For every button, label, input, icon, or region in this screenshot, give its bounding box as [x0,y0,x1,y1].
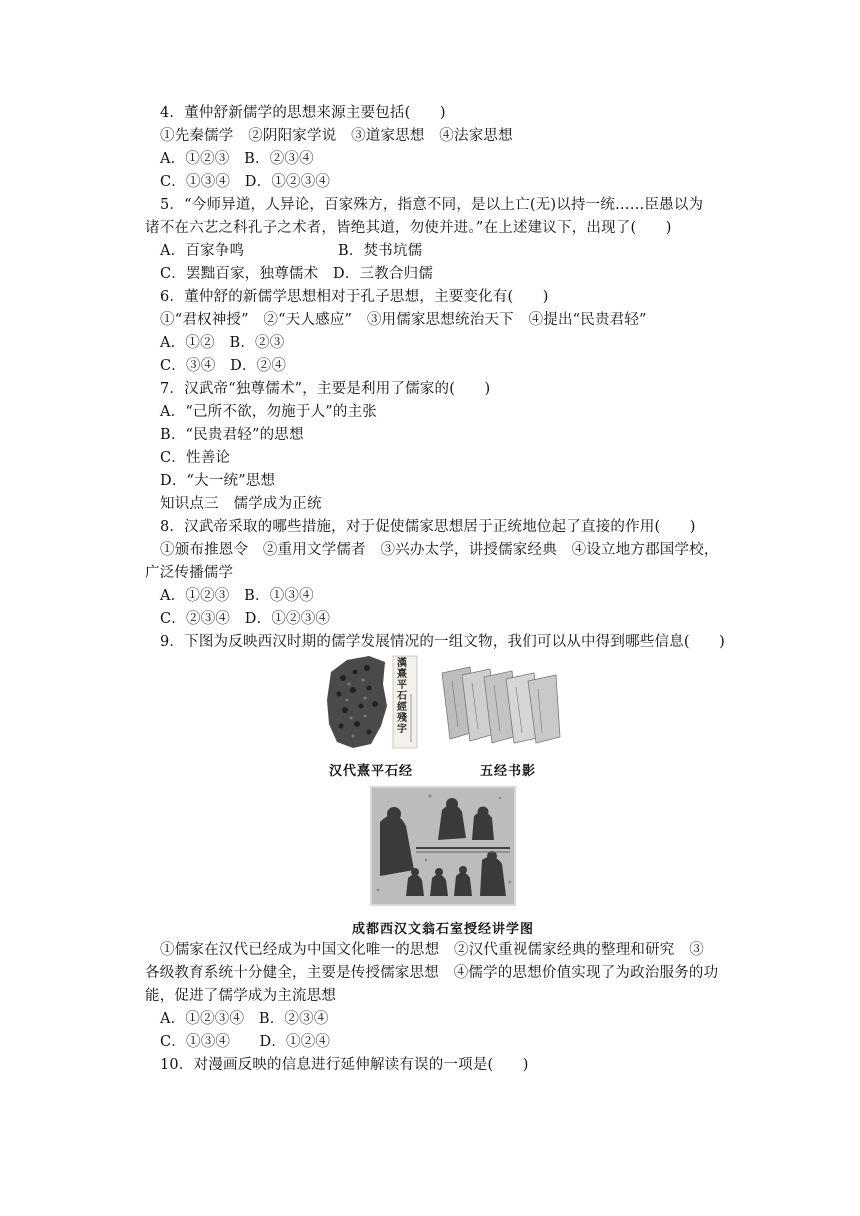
q8-choices-ab: A．①②③ B．①③④ [160,588,314,604]
caption-teaching-mural: 成都西汉文翁石室授经讲学图 [352,922,535,937]
q9-choices-ab: A．①②③④ B．②③④ [160,1011,329,1027]
q9-choices-cd: C．①③④ D．①②④ [160,1034,331,1050]
q7-choice-c: C．性善论 [160,450,231,466]
section-heading: 知识点三 儒学成为正统 [160,496,322,512]
q6-stem: 6．董仲舒的新儒学思想相对于孔子思想，主要变化有( ) [160,289,549,305]
q9-options-line1: ①儒家在汉代已经成为中国文化唯一的思想 ②汉代重视儒家经典的整理和研究 ③ [160,942,704,958]
q7-choice-d: D．“大一统”思想 [160,473,276,489]
q10-stem: 10．对漫画反映的信息进行延伸解读有误的一项是( ) [160,1057,529,1073]
q6-options: ①“君权神授” ②“天人感应” ③用儒家思想统治天下 ④提出“民贵君轻” [160,312,647,328]
q9-options-line2: 各级教育系统十分健全，主要是传授儒家思想 ④儒学的思想价值实现了为政治服务的功 [145,965,719,981]
stone-classic-image [325,654,420,750]
q9-stem: 9．下图为反映西汉时期的儒学发展情况的一组文物，我们可以从中得到哪些信息( ) [160,634,726,650]
q8-options-line1: ①颁布推恩令 ②重用文学儒者 ③兴办太学，讲授儒家经典 ④设立地方郡国学校， [160,542,719,558]
caption-five-classics: 五经书影 [480,764,537,779]
caption-stone-classic: 汉代熹平石经 [329,764,414,779]
q7-stem: 7．汉武帝“独尊儒术”，主要是利用了儒家的( ) [160,381,491,397]
q7-choice-b: B．“民贵君轻”的思想 [160,427,304,443]
q4-options: ①先秦儒学 ②阴阳家学说 ③道家思想 ④法家思想 [160,128,513,144]
q6-choices-ab: A．①② B．②③ [160,335,285,351]
q5-choice-b: B．焚书坑儒 [338,243,423,259]
q8-stem: 8．汉武帝采取的哪些措施，对于促使儒家思想居于正统地位起了直接的作用( ) [160,519,696,535]
q6-choices-cd: C．③④ D．②④ [160,358,287,374]
q4-stem: 4．董仲舒新儒学的思想来源主要包括( ) [160,105,446,121]
five-classics-books-image [440,665,562,745]
q4-choices-cd: C．①③④ D．①②③④ [160,174,331,190]
q4-choices-ab: A．①②③ B．②③④ [160,151,314,167]
q5-stem-line2: 诸不在六艺之科孔子之术者，皆绝其道，勿使并进。”在上述建议下，出现了( ) [145,220,672,236]
q8-choices-cd: C．②③④ D．①②③④ [160,611,331,627]
q5-choices-cd: C．罢黜百家，独尊儒术 D．三教合归儒 [160,266,434,282]
q5-stem-line1: 5．“今师异道，人异论，百家殊方，指意不同，是以上亡(无)以持一统……臣愚以为 [160,197,704,213]
teaching-mural-image [370,786,516,906]
q8-options-line2: 广泛传播儒学 [145,565,234,581]
q7-choice-a: A．“己所不欲，勿施于人”的主张 [160,404,377,420]
q5-choice-a: A．百家争鸣 [160,243,245,259]
q9-options-line3: 能，促进了儒学成为主流思想 [145,988,337,1004]
stone-inscription-text: 漢熹平石經殘字 [397,658,407,735]
